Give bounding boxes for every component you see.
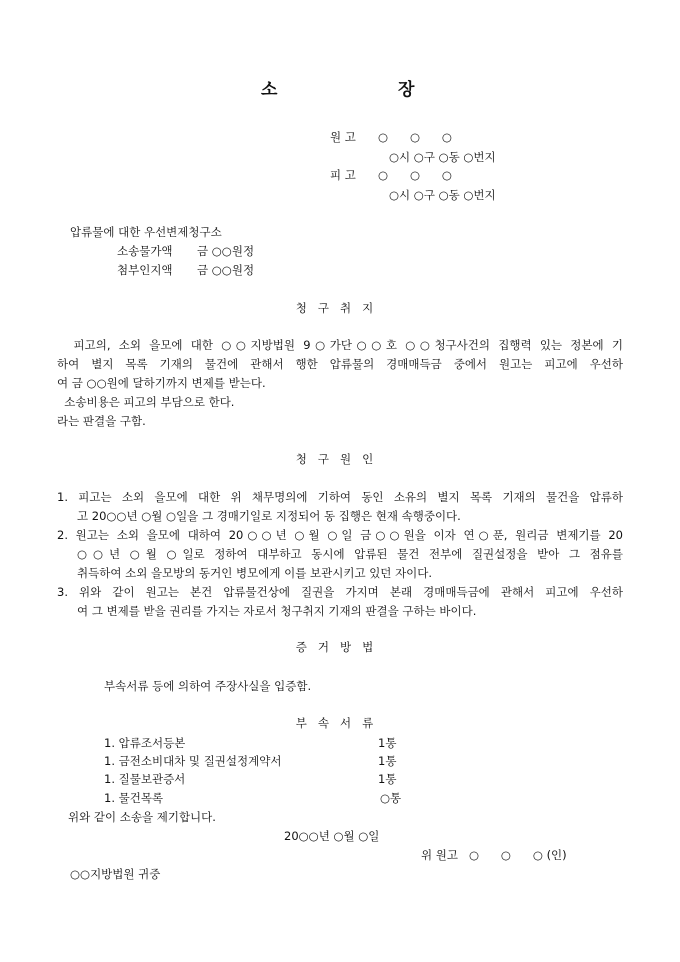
attachment-item-name: 1. 압류조서등본 bbox=[104, 736, 186, 750]
cause-item-2-cont-2: 취득하여 소외 을모방의 동거인 병모에게 이를 보관시키고 있던 자이다. bbox=[77, 566, 433, 580]
cause-item-1: 1. 피고는 소외 을모에 대한 위 채무명의에 기하여 동인 소유의 별지 목록 기재의 물건을 압류하 bbox=[57, 490, 623, 504]
defendant-label: 피 고 bbox=[330, 168, 356, 182]
stamp-fee-amount: 금 ○○원정 bbox=[197, 263, 255, 277]
attachments-heading: 부속서류 bbox=[295, 716, 385, 730]
claim-name: 압류물에 대한 우선변제청구소 bbox=[70, 225, 222, 239]
purpose-line-3: 여 금 ○○원에 달하기까지 변제를 받는다. bbox=[57, 376, 266, 390]
purpose-line-1: 피고의, 소외 을모에 대한 ○○지방법원 9○가단○○호 ○○청구사건의 집행력 있는 정본에 기 bbox=[57, 338, 623, 352]
defendant-name: ○ ○ ○ bbox=[378, 168, 452, 182]
attachment-item-name: 1. 금전소비대차 및 질권설정계약서 bbox=[104, 754, 282, 768]
cause-item-2-cont-1: ○○년 ○월 ○일로 정하여 대부하고 동시에 압류된 물건 전부에 질권설정을 받아 그 점유를 bbox=[77, 547, 623, 561]
document-title-right: 장 bbox=[398, 80, 415, 100]
stamp-fee-label: 첨부인지액 bbox=[117, 263, 173, 277]
plaintiff-label: 원 고 bbox=[330, 130, 356, 144]
court-addressee: ○○지방법원 귀중 bbox=[70, 867, 161, 881]
claim-value-amount: 금 ○○원정 bbox=[197, 244, 255, 258]
attachment-item-count: ○통 bbox=[380, 791, 402, 805]
cause-item-2: 2. 원고는 소외 을모에 대하여 20○○년 ○월 ○일 금○○원을 이자 연○푼, 원리금 변제기를 20 bbox=[57, 528, 623, 542]
attachment-item-name: 1. 질물보관증서 bbox=[104, 772, 186, 786]
purpose-line-2: 하여 별지 목록 기재의 물건에 관해서 행한 압류물의 경매매득금 중에서 원고는 피고에 우선하 bbox=[57, 357, 623, 371]
claim-value-label: 소송물가액 bbox=[117, 244, 173, 258]
purpose-line-4: 소송비용은 피고의 부담으로 한다. bbox=[57, 395, 235, 409]
plaintiff-address: ○시 ○구 ○동 ○번지 bbox=[389, 150, 496, 164]
plaintiff-signature: 위 원고 ○ ○ ○ (인) bbox=[421, 848, 567, 862]
cause-item-3-cont: 여 그 변제를 받을 권리를 가지는 자로서 청구취지 기재의 판결을 구하는 바이다. bbox=[77, 604, 477, 618]
evidence-text: 부속서류 등에 의하여 주장사실을 입증함. bbox=[104, 679, 312, 693]
attachment-item-count: 1통 bbox=[378, 736, 397, 750]
attachment-item-name: 1. 물건목록 bbox=[104, 791, 164, 805]
attachment-item-count: 1통 bbox=[378, 772, 397, 786]
defendant-address: ○시 ○구 ○동 ○번지 bbox=[389, 188, 496, 202]
evidence-heading: 증거방법 bbox=[295, 640, 385, 654]
closing-statement: 위와 같이 소송을 제기합니다. bbox=[68, 810, 216, 824]
attachment-item-count: 1통 bbox=[378, 754, 397, 768]
cause-item-1-cont: 고 20○○년 ○월 ○일을 그 경매기일로 지정되어 동 집행은 현재 속행중이다. bbox=[77, 509, 461, 523]
cause-heading: 청구원인 bbox=[295, 452, 385, 466]
purpose-heading: 청구취지 bbox=[295, 301, 385, 315]
document-title-left: 소 bbox=[261, 80, 278, 100]
cause-item-3: 3. 위와 같이 원고는 본건 압류물건상에 질권을 가지며 본래 경매매득금에 관해서 피고에 우선하 bbox=[57, 585, 623, 599]
purpose-line-5: 라는 판결을 구함. bbox=[57, 414, 146, 428]
filing-date: 20○○년 ○월 ○일 bbox=[284, 829, 380, 843]
plaintiff-name: ○ ○ ○ bbox=[378, 130, 452, 144]
